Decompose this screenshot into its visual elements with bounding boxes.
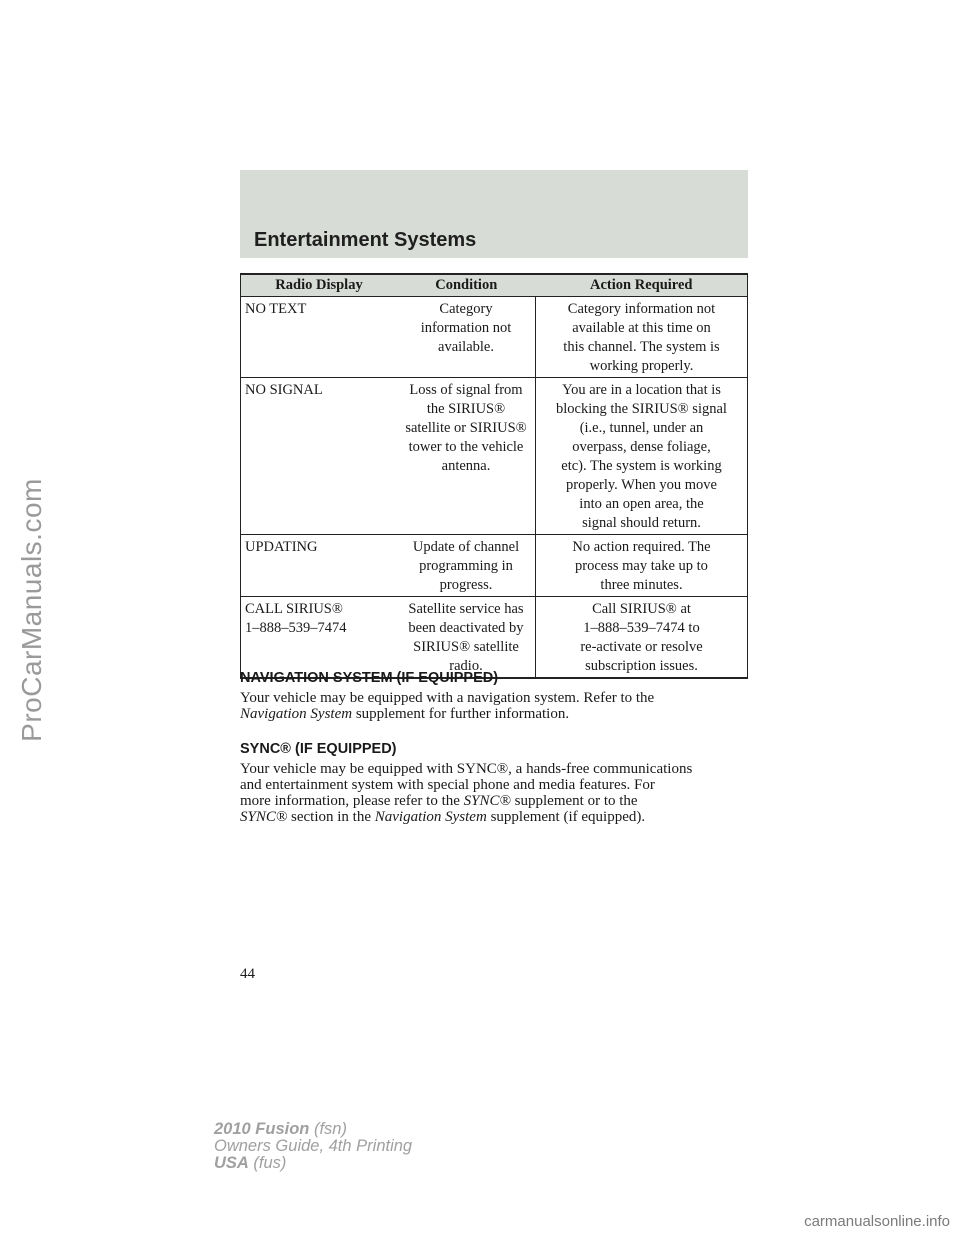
table-row [241, 378, 748, 535]
action-cell: Category information not available at this time on this channel. The system is working properly. [536, 297, 748, 378]
condition-cell: Category information not available. [397, 297, 536, 378]
sync-supplement-ref: SYNC® [463, 793, 511, 809]
condition-cell: Loss of signal from the SIRIUS® satellite or SIRIUS® tower to the vehicle antenna. [397, 378, 536, 535]
radio-display-cell: NO SIGNAL [241, 378, 398, 535]
action-cell: You are in a location that is blocking the SIRIUS® signal (i.e., tunnel, under an overpass, dense foliage, etc). The system is working properly. When you move into an open area, the signal should return. [536, 378, 748, 535]
navigation-system-ref: Navigation System [374, 809, 487, 825]
column-header: Condition [397, 274, 536, 297]
table-row [241, 297, 748, 378]
navigation-system-ref: Navigation System [240, 706, 353, 722]
bottom-watermark: carmanualsonline.info [804, 1213, 950, 1230]
condition-cell: Update of channel programming in progress. [397, 535, 536, 597]
table-header-row [241, 274, 748, 297]
radio-display-cell: NO TEXT [241, 297, 398, 378]
section-title: Entertainment Systems [254, 229, 477, 251]
radio-display-cell: UPDATING [241, 535, 398, 597]
table-row [241, 597, 748, 679]
action-cell: Call SIRIUS® at 1–888–539–7474 to re-activate or resolve subscription issues. [536, 597, 748, 679]
sync-paragraph: Your vehicle may be equipped with SYNC®, a hands-free communications and entertainment system with special phone and media features. For more information, please refer to the SYNC® supplement or to the SYNC® section in the Navigation System supplement (if equipped). [240, 761, 693, 825]
table-row [241, 535, 748, 597]
condition-cell: Satellite service has been deactivated by SIRIUS® satellite radio. [397, 597, 536, 679]
column-header: Action Required [536, 274, 748, 297]
page-number: 44 [240, 966, 255, 982]
radio-display-table [240, 273, 748, 679]
radio-display-cell: CALL SIRIUS® 1–888–539–7474 [241, 597, 398, 679]
side-watermark-text: ProCarManuals.com [16, 478, 47, 742]
navigation-heading: NAVIGATION SYSTEM (IF EQUIPPED) [240, 670, 499, 686]
sync-heading: SYNC® (IF EQUIPPED) [240, 741, 397, 757]
navigation-section [240, 670, 750, 722]
navigation-paragraph: Your vehicle may be equipped with a navigation system. Refer to the Navigation System supplement for further information. [240, 690, 655, 722]
column-header: Radio Display [241, 274, 398, 297]
section-header-band [240, 170, 748, 258]
sync-section [240, 741, 750, 825]
document-footer: 2010 Fusion (fsn) Owners Guide, 4th Printing USA (fus) [214, 1120, 413, 1172]
sync-section-ref: SYNC® [240, 809, 288, 825]
side-watermark [10, 160, 54, 1060]
action-cell: No action required. The process may take up to three minutes. [536, 535, 748, 597]
